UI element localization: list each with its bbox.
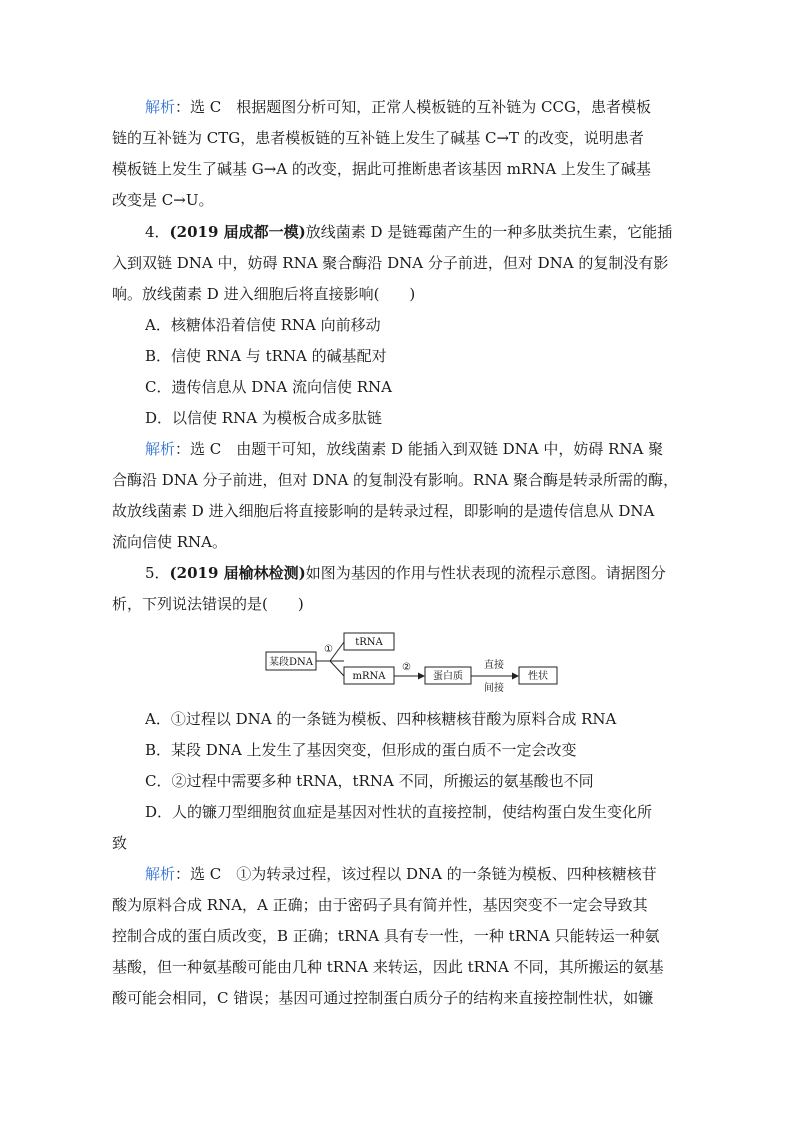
q4-option-b: B．信使 RNA 与 tRNA 的碱基配对 bbox=[145, 347, 387, 365]
q5-option-c: C．②过程中需要多种 tRNA，tRNA 不同，所搬运的氨基酸也不同 bbox=[145, 772, 594, 790]
q4-option-a: A．核糖体沿着信使 RNA 向前移动 bbox=[145, 316, 381, 334]
q4-analysis-line: 合酶沿 DNA 分子前进，但对 DNA 的复制没有影响。RNA 聚合酶是转录所需的酶， bbox=[112, 471, 679, 489]
question-source: (2019 届榆林检测) bbox=[169, 564, 306, 582]
flow-diagram-svg bbox=[264, 630, 564, 696]
q5-analysis-line: 控制合成的蛋白质改变，B 正确；tRNA 具有专一性，一种 tRNA 只能转运一种氨 bbox=[112, 927, 660, 945]
gene-expression-flow-diagram bbox=[264, 630, 564, 696]
question-number: 5． bbox=[145, 564, 170, 582]
mrna-label: mRNA bbox=[352, 671, 386, 682]
trna-label: tRNA bbox=[355, 637, 383, 648]
q4-option-d: D．以信使 RNA 为模板合成多肽链 bbox=[145, 409, 382, 427]
protein-label: 蛋白质 bbox=[433, 671, 463, 682]
question-source: (2019 届成都一模) bbox=[169, 223, 306, 241]
q3-analysis-line: 解析：选 C 根据题图分析可知，正常人模板链的互补链为 CCG，患者模板 bbox=[145, 98, 651, 116]
trait-label: 性状 bbox=[528, 671, 548, 682]
question-number: 4． bbox=[145, 223, 170, 241]
analysis-label: 解析 bbox=[145, 865, 176, 883]
branch-down-line bbox=[330, 661, 344, 676]
gene-label: 某段DNA bbox=[269, 657, 313, 668]
q4-analysis-line: 解析：选 C 由题干可知，放线菌素 D 能插入到双链 DNA 中，妨碍 RNA 聚 bbox=[145, 440, 664, 458]
q5-option-b: B．某段 DNA 上发生了基因突变，但形成的蛋白质不一定会改变 bbox=[145, 741, 577, 759]
q4-analysis-line: 流向信使 RNA。 bbox=[112, 533, 228, 551]
q4-stem-line: 响。放线菌素 D 进入细胞后将直接影响( ) bbox=[112, 285, 416, 303]
q4-stem-line: 入到双链 DNA 中，妨碍 RNA 聚合酶沿 DNA 分子前进，但对 DNA 的复制没有影 bbox=[112, 254, 669, 272]
indirect-label: 间接 bbox=[484, 683, 504, 694]
q5-stem-line: 析，下列说法错误的是( ) bbox=[112, 595, 304, 613]
direct-label: 直接 bbox=[484, 660, 504, 671]
q5-analysis-line: 酸可能会相同，C 错误；基因可通过控制蛋白质分子的结构来直接控制性状，如镰 bbox=[112, 989, 654, 1007]
q5-analysis-line: 基酸，但一种氨基酸可能由几种 tRNA 来转运，因此 tRNA 不同，其所搬运的氨基 bbox=[112, 958, 664, 976]
q3-analysis-line: 改变是 C→U。 bbox=[112, 191, 214, 209]
q5-option-a: A．①过程以 DNA 的一条链为模板、四种核糖核苷酸为原料合成 RNA bbox=[145, 710, 617, 728]
q3-analysis-line: 模板链上发生了碱基 G→A 的改变，据此可推断患者该基因 mRNA 上发生了碱基 bbox=[112, 160, 651, 178]
q3-analysis-line: 链的互补链为 CTG，患者模板链的互补链上发生了碱基 C→T 的改变，说明患者 bbox=[112, 129, 644, 147]
q4-analysis-line: 故放线菌素 D 进入细胞后将直接影响的是转录过程，即影响的是遗传信息从 DNA bbox=[112, 502, 655, 520]
q5-analysis-line: 解析：选 C ①为转录过程，该过程以 DNA 的一条链为模板、四种核糖核苷 bbox=[145, 865, 657, 883]
q5-option-d-continued: 致 bbox=[112, 834, 128, 852]
q5-stem-line: 5．(2019 届榆林检测)如图为基因的作用与性状表现的流程示意图。请据图分 bbox=[145, 564, 666, 582]
analysis-label: 解析 bbox=[145, 98, 176, 116]
analysis-label: 解析 bbox=[145, 440, 176, 458]
step1-label: ① bbox=[324, 644, 333, 655]
q5-option-d: D．人的镰刀型细胞贫血症是基因对性状的直接控制，使结构蛋白发生变化所 bbox=[145, 803, 653, 821]
q5-analysis-line: 酸为原料合成 RNA，A 正确；由于密码子具有简并性，基因突变不一定会导致其 bbox=[112, 896, 648, 914]
q4-stem-line: 4．(2019 届成都一模)放线菌素 D 是链霉菌产生的一种多肽类抗生素，它能插 bbox=[145, 223, 673, 241]
q4-option-c: C．遗传信息从 DNA 流向信使 RNA bbox=[145, 378, 393, 396]
step2-label: ② bbox=[402, 662, 411, 673]
